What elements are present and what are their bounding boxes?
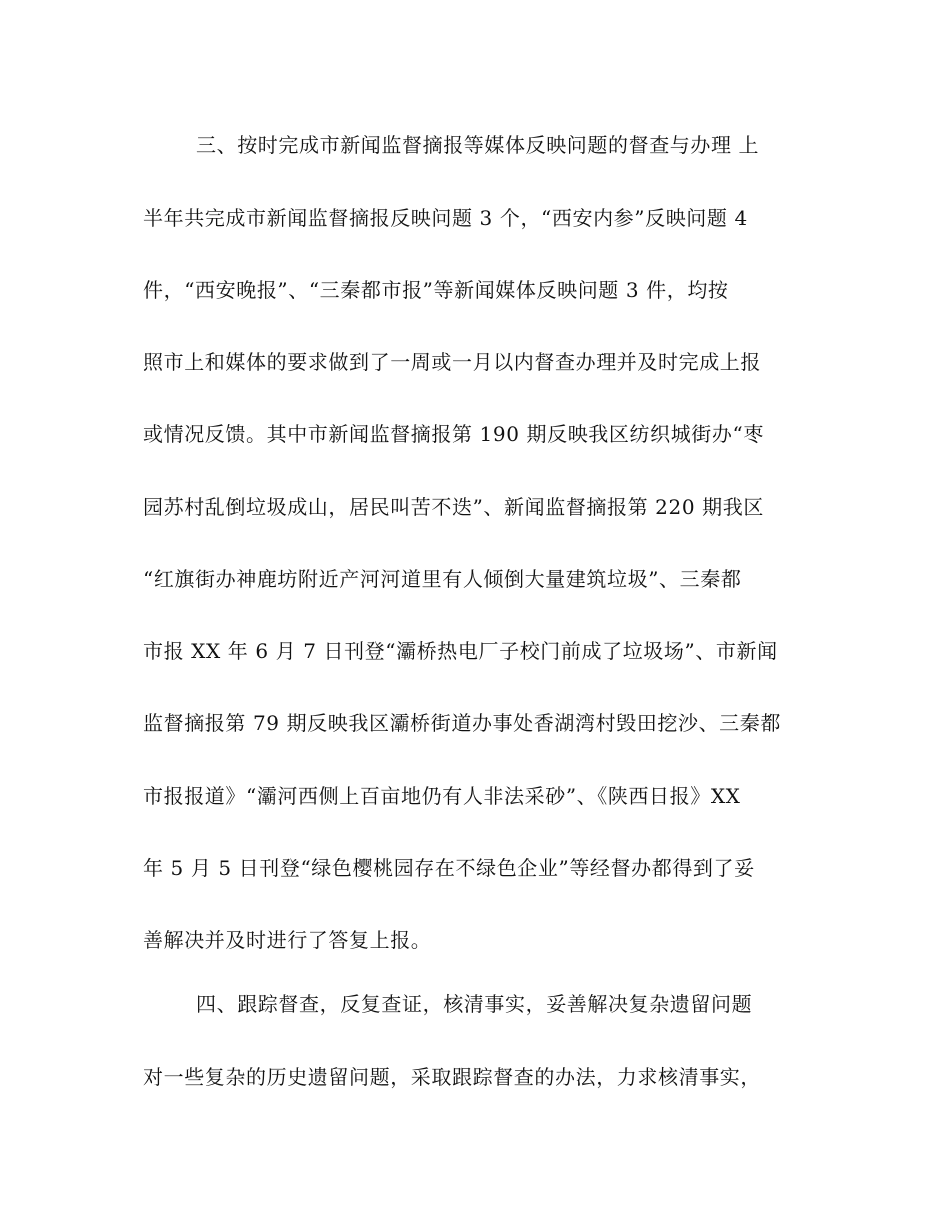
section-heading: 四、跟踪督查，反复查证，核清事实，妥善解决复杂遗留问题 [196,992,753,1016]
text-line: 年 5 月 5 日刊登“绿色樱桃园存在不绿色企业”等经督办都得到了妥 [143,856,755,880]
text-line: 半年共完成市新闻监督摘报反映问题 3 个，“西安内参”反映问题 4 [143,206,748,230]
text-line: 对一些复杂的历史遗留问题，采取跟踪督查的办法，力求核清事实， [143,1065,761,1089]
text-line: 或情况反馈。其中市新闻监督摘报第 190 期反映我区纺织城街办“枣 [143,422,764,446]
text-line: 市报报道》“灞河西侧上百亩地仍有人非法采砂”、《陕西日报》XX [143,784,741,808]
text-line: 三、按时完成市新闻监督摘报等媒体反映问题的督查与办理 上 [196,133,760,157]
text-line: 件，“西安晚报”、“三秦都市报”等新闻媒体反映问题 3 件，均按 [143,278,729,302]
text-line: 园苏村乱倒垃圾成山，居民叫苦不迭”、新闻监督摘报第 220 期我区 [143,495,764,519]
text-line: 监督摘报第 79 期反映我区灞桥街道办事处香湖湾村毁田挖沙、三秦都 [143,711,781,735]
text-line: 市报 XX 年 6 月 7 日刊登“灞桥热电厂子校门前成了垃圾场”、市新闻 [143,639,778,663]
text-line: “红旗街办神鹿坊附近产河河道里有人倾倒大量建筑垃圾”、三秦都 [143,567,742,591]
text-line: 善解决并及时进行了答复上报。 [143,928,432,952]
text-line: 照市上和媒体的要求做到了一周或一月以内督查办理并及时完成上报 [143,350,761,374]
